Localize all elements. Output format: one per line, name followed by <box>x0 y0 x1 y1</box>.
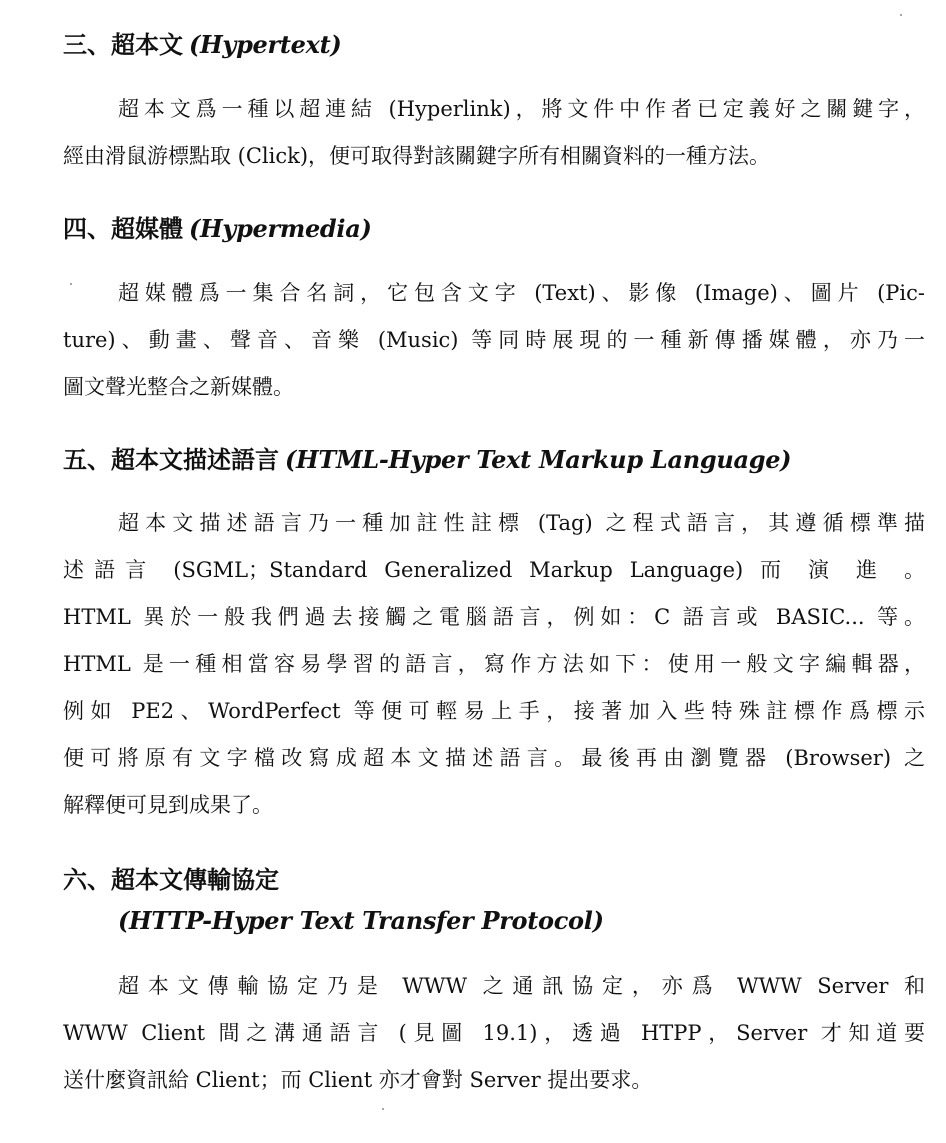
paragraph-html <box>63 500 925 829</box>
paragraph-line: 解釋便可見到成果了。 <box>63 793 273 817</box>
paragraph-line: ture)、動畫、聲音、音樂 (Music) 等同時展現的一種新傳播媒體，亦乃一 <box>63 328 925 352</box>
section-title: 四、超媒體 <box>63 214 183 243</box>
paragraph-line: 圖文聲光整合之新媒體。 <box>63 375 294 399</box>
scan-speck <box>382 1108 384 1110</box>
section-heading-hypertext <box>63 30 341 60</box>
paragraph-line: 例如 PE2、WordPerfect 等便可輕易上手，接著加入些特殊註標作爲標示 <box>63 699 925 723</box>
section-title-english: (Hypermedia) <box>189 214 372 243</box>
paragraph-line: 送什麼資訊給 Client；而 Client 亦才會對 Server 提出要求。 <box>63 1068 653 1092</box>
paragraph-hypermedia <box>63 270 925 411</box>
paragraph-line: 超本文描述語言乃一種加註性註標 (Tag) 之程式語言，其遵循標準描 <box>118 511 925 535</box>
paragraph-line: WWW Client 間之溝通語言 (見圖 19.1)，透過 HTPP，Server 才知道要 <box>63 1021 925 1045</box>
paragraph-line: HTML 異於一般我們過去接觸之電腦語言，例如：C 語言或 BASIC... 等。 <box>63 605 925 629</box>
paragraph-line: 述語言 (SGML；Standard Generalized Markup Language) 而 演 進 。 <box>63 558 925 582</box>
paragraph-http <box>63 963 925 1104</box>
section-title-english: (HTML-Hyper Text Markup Language) <box>285 445 792 474</box>
section-title-english: (Hypertext) <box>189 30 342 59</box>
section-title: 三、超本文 <box>63 30 183 59</box>
section-title: 六、超本文傳輸協定 <box>63 865 279 894</box>
section-heading-http <box>63 865 279 895</box>
scan-speck <box>900 14 902 16</box>
paragraph-line: HTML 是一種相當容易學習的語言，寫作方法如下：使用一般文字編輯器， <box>63 652 925 676</box>
section-title-english: (HTTP-Hyper Text Transfer Protocol) <box>118 906 604 935</box>
section-title: 五、超本文描述語言 <box>63 445 279 474</box>
paragraph-line: 超本文傳輸協定乃是 WWW 之通訊協定，亦爲 WWW Server 和 <box>118 974 925 998</box>
paragraph-line: 超本文爲一種以超連結 (Hyperlink)，將文件中作者已定義好之關鍵字， <box>118 97 925 121</box>
paragraph-hypertext <box>63 86 925 180</box>
section-heading-html <box>63 445 791 475</box>
paragraph-line: 經由滑鼠游標點取 (Click)，便可取得對該關鍵字所有相關資料的一種方法。 <box>63 144 771 168</box>
paragraph-line: 超媒體爲一集合名詞，它包含文字 (Text)、影像 (Image)、圖片 (Pic- <box>118 281 925 305</box>
paragraph-line: 便可將原有文字檔改寫成超本文描述語言。最後再由瀏覽器 (Browser) 之 <box>63 746 925 770</box>
section-heading-hypermedia <box>63 214 372 244</box>
scan-speck <box>70 283 72 285</box>
